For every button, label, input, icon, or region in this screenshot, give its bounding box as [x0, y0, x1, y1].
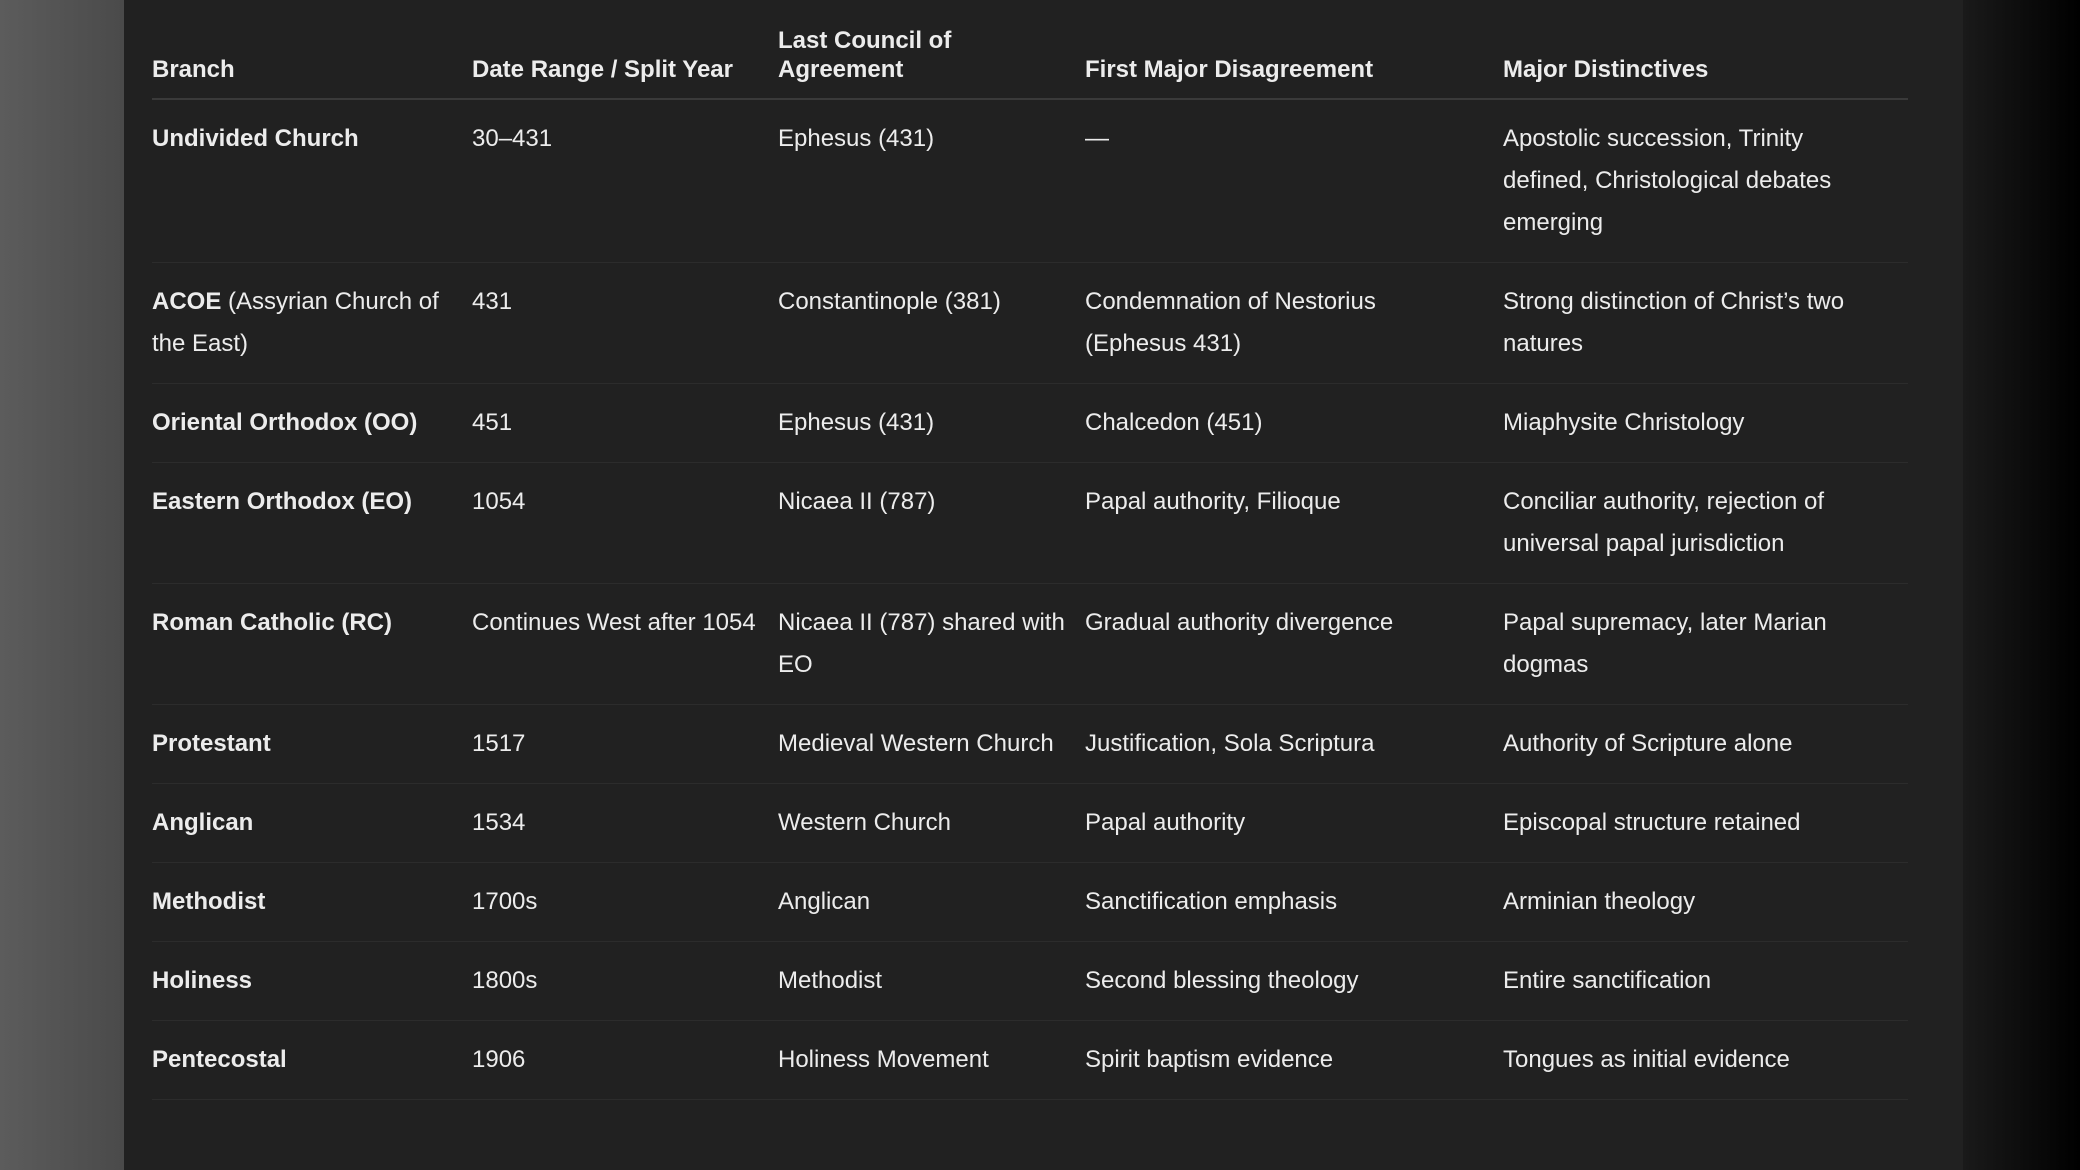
cell-last-council: Medieval Western Church: [778, 705, 1085, 784]
cell-branch: [152, 1021, 472, 1100]
table-row: [152, 463, 1908, 584]
cell-first-disagreement: Sanctification emphasis: [1085, 863, 1503, 942]
branch-full-name: (Assyrian Church of the East): [152, 288, 439, 357]
cell-distinctives: Miaphysite Christology: [1503, 384, 1908, 463]
cell-date: 1517: [472, 705, 778, 784]
table-header-row: [152, 0, 1908, 99]
cell-date: 1054: [472, 463, 778, 584]
cell-branch: [152, 99, 472, 263]
cell-branch: [152, 263, 472, 384]
cell-distinctives: Papal supremacy, later Marian dogmas: [1503, 584, 1908, 705]
cell-date: 451: [472, 384, 778, 463]
cell-last-council: Ephesus (431): [778, 384, 1085, 463]
table-row: [152, 863, 1908, 942]
cell-first-disagreement: Chalcedon (451): [1085, 384, 1503, 463]
cell-first-disagreement: Second blessing theology: [1085, 942, 1503, 1021]
cell-last-council: Constantinople (381): [778, 263, 1085, 384]
header-last-council: Last Council of Agreement: [778, 0, 1085, 99]
branches-table: [152, 0, 1908, 1100]
cell-date: 30–431: [472, 99, 778, 263]
cell-first-disagreement: —: [1085, 99, 1503, 263]
table-row: [152, 784, 1908, 863]
background-left: [0, 0, 124, 1170]
table-row: [152, 99, 1908, 263]
cell-first-disagreement: Papal authority, Filioque: [1085, 463, 1503, 584]
content-panel: [124, 0, 1963, 1170]
header-date-range: Date Range / Split Year: [472, 0, 778, 99]
header-first-disagreement: First Major Disagreement: [1085, 0, 1503, 99]
cell-last-council: Holiness Movement: [778, 1021, 1085, 1100]
cell-last-council: Nicaea II (787): [778, 463, 1085, 584]
header-distinctives: Major Distinctives: [1503, 0, 1908, 99]
cell-date: 1800s: [472, 942, 778, 1021]
cell-branch: [152, 584, 472, 705]
cell-last-council: Methodist: [778, 942, 1085, 1021]
cell-branch: [152, 463, 472, 584]
branch-name: Methodist: [152, 888, 266, 915]
cell-distinctives: Arminian theology: [1503, 863, 1908, 942]
table-row: [152, 1021, 1908, 1100]
cell-distinctives: Episcopal structure retained: [1503, 784, 1908, 863]
cell-date: 1534: [472, 784, 778, 863]
cell-last-council: Ephesus (431): [778, 99, 1085, 263]
background-right: [1963, 0, 2080, 1170]
cell-branch: [152, 942, 472, 1021]
cell-distinctives: Authority of Scripture alone: [1503, 705, 1908, 784]
cell-last-council: Nicaea II (787) shared with EO: [778, 584, 1085, 705]
cell-first-disagreement: Spirit baptism evidence: [1085, 1021, 1503, 1100]
cell-distinctives: Entire sanctification: [1503, 942, 1908, 1021]
branch-name: Anglican: [152, 809, 254, 836]
table-row: [152, 942, 1908, 1021]
cell-distinctives: Conciliar authority, rejection of universal papal jurisdiction: [1503, 463, 1908, 584]
branch-name: Holiness: [152, 967, 253, 994]
branch-name: Eastern Orthodox (EO): [152, 488, 413, 515]
cell-last-council: Western Church: [778, 784, 1085, 863]
cell-first-disagreement: Condemnation of Nestorius (Ephesus 431): [1085, 263, 1503, 384]
branch-name: Roman Catholic (RC): [152, 609, 392, 636]
cell-branch: [152, 863, 472, 942]
cell-date: Continues West after 1054: [472, 584, 778, 705]
branch-name: ACOE: [152, 288, 222, 315]
cell-last-council: Anglican: [778, 863, 1085, 942]
branch-name: Protestant: [152, 730, 271, 757]
cell-first-disagreement: Justification, Sola Scriptura: [1085, 705, 1503, 784]
cell-date: 1906: [472, 1021, 778, 1100]
cell-branch: [152, 384, 472, 463]
cell-date: 431: [472, 263, 778, 384]
cell-first-disagreement: Gradual authority divergence: [1085, 584, 1503, 705]
header-branch: Branch: [152, 0, 472, 99]
cell-distinctives: Strong distinction of Christ’s two natures: [1503, 263, 1908, 384]
cell-first-disagreement: Papal authority: [1085, 784, 1503, 863]
table-row: [152, 705, 1908, 784]
cell-distinctives: Apostolic succession, Trinity defined, Christological debates emerging: [1503, 99, 1908, 263]
table-row: [152, 384, 1908, 463]
cell-branch: [152, 784, 472, 863]
cell-distinctives: Tongues as initial evidence: [1503, 1021, 1908, 1100]
cell-branch: [152, 705, 472, 784]
table-row: [152, 263, 1908, 384]
branch-name: Pentecostal: [152, 1046, 287, 1073]
branch-name: Undivided Church: [152, 125, 359, 152]
cell-date: 1700s: [472, 863, 778, 942]
table-row: [152, 584, 1908, 705]
branch-name: Oriental Orthodox (OO): [152, 409, 418, 436]
